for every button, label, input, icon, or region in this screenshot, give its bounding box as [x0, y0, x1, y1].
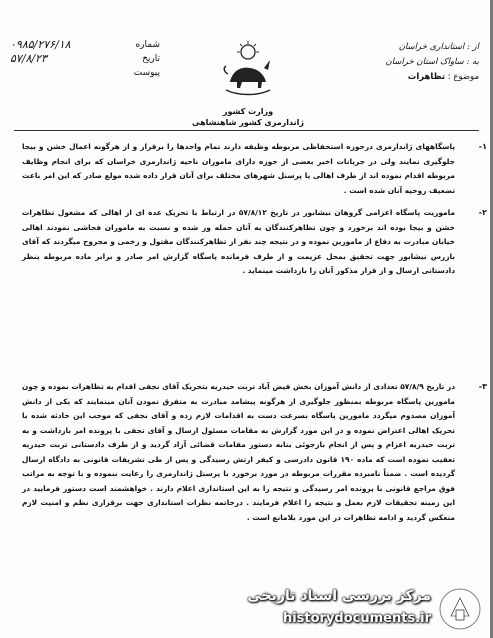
paragraph-3-text: در تاریخ ۵۷/۸/۹ تعدادی از دانش آموزان بخش فیض آباد تربت حیدریه بتحریک آقای نجفی اقدام به تظاهرات نموده و چون مامورین پاسگاه مربوطه بمنظور جلوگیری از هرگونه پیشامد مبادرت به متفرق نمودن آنان مینمایند که یکی از دانش آموزان مصدوم میگردد مامورین پاسگاه بسرعت دست به اقدامات لازم زده و آقای نجفی که موجب این حادثه شده با تحریک اهالی اعتراض نموده و در این مورد گزارش به مقامات مسئول ارسال و آقای نجفی با پرونده امر بازداشت و به تربت حیدریه اعزام و پس از انجام بازجوئی بنابه دستور مقامات قضائی آزاد گردید و از طرف دادستانی تربت حیدریه تعقیب نموده است که ماده ۱۹۰ قانون دادرسی و کیفر ارتش رسیدگی و پس از طی تشریفات قانونی به دادگاه ارسال گردیده است . ضمناً نامبرده مقررات مربوطه در مورد برخورد با پرسنل ژاندارمری را رعایت ننموده و با توجه به مراتب فوق مراجع قانونی با پرونده امر رسیدگی و نتیجه را به این استانداری اعلام دارند . خواهشمند است دستور فرمایید در این زمینه تحقیقات لازم بعمل و نتیجه را اعلام فرمایند . درخاتمه نظرات استانداری جهت برقراری نظم و امنیت لازم منعکس گردید و ادامه تظاهرات در این مورد بلامانع است . [22, 382, 455, 522]
paragraph-1 [22, 140, 487, 198]
lion-and-sun-emblem-icon [218, 38, 278, 98]
attachment-row [10, 66, 160, 80]
subject-value: تظاهرات [407, 72, 446, 82]
org-line-ministry: وزارت کشور [222, 107, 274, 116]
organization-title [190, 106, 306, 128]
paragraph-2-number: ۲- [478, 208, 487, 217]
attachment-label: پیوست [133, 68, 160, 78]
date-row [10, 52, 160, 66]
archive-title: مرکز بررسی اسناد تاریخی [247, 588, 431, 604]
from-line: از : استانداری خراسان [398, 42, 479, 52]
number-row [10, 38, 160, 52]
header-reference-block [10, 38, 160, 80]
number-label: شماره [135, 40, 160, 50]
paragraph-2 [22, 206, 487, 279]
date-label: تاریخ [142, 54, 160, 64]
paragraph-3-number: ۳- [478, 382, 487, 391]
header-address-block [299, 40, 479, 85]
org-line-gendarmerie: ژاندارمری کشور شاهنشاهی [191, 118, 305, 127]
paragraph-2-text: ماموریت پاسگاه اعزامی گروهان نیشابور در تاریخ ۵۷/۸/۱۲ در ارتباط با تحریک عده ای از اهالی که مشغول تظاهرات خشن و بیجا بوده اند برخورد و چون تظاهرکنندگان به آنان حمله ور شده و نسبت به ماموران فحاشی نمودند اهالی خیابان مبادرت به دفاع از مامورین نموده و در نتیجه چند نفر از تظاهرکنندگان مقتول و زخمی و مجروح میگردند که آقای بازرس نیشابور جهت تحقیق بمحل عزیمت و از طرف فرمانده پاسگاه گزارش امر صادر و برابر ماده مربوطه بنظر دادستانی ارسال و از قرار مذکور آنان را بازداشت مینماید . [22, 208, 455, 275]
subject-row: موضوع : تظاهرات [407, 72, 479, 82]
paragraph-1-text: پاسگاههای ژاندارمری درحوزه استحفاظی مربوطه وظیفه دارند تمام واحدها را برقرار و از هرگونه اعمال خشن و بیجا جلوگیری نمایند ولی در جریانات اخیر بعضی از حوزه دارای ماموران ناحیه ژاندارمری خراسان که برای انجام وظایف مربوطه اقدام نموده اند از طرف اهالی یا پرسنل شهرهای مختلف برای آنان قرار داده شده مولع صادر که این امر باعث تضعیف روحیه آنان شده است . [22, 142, 455, 195]
subject-label: موضوع [453, 72, 479, 82]
archive-logo-icon [437, 586, 483, 632]
recipient-line: به : ساواک استان خراسان [385, 57, 479, 67]
paragraph-1-number: ۱- [478, 142, 487, 151]
number-value: ۰۹۸۵/۲۷۶/۱۸ [10, 38, 71, 51]
date-value: ۵۷/۸/۲۳ [10, 52, 47, 65]
header-divider [14, 130, 479, 131]
archive-watermark [205, 586, 483, 634]
paragraph-3 [22, 380, 487, 525]
archive-url: historydocuments.ir [282, 611, 431, 626]
